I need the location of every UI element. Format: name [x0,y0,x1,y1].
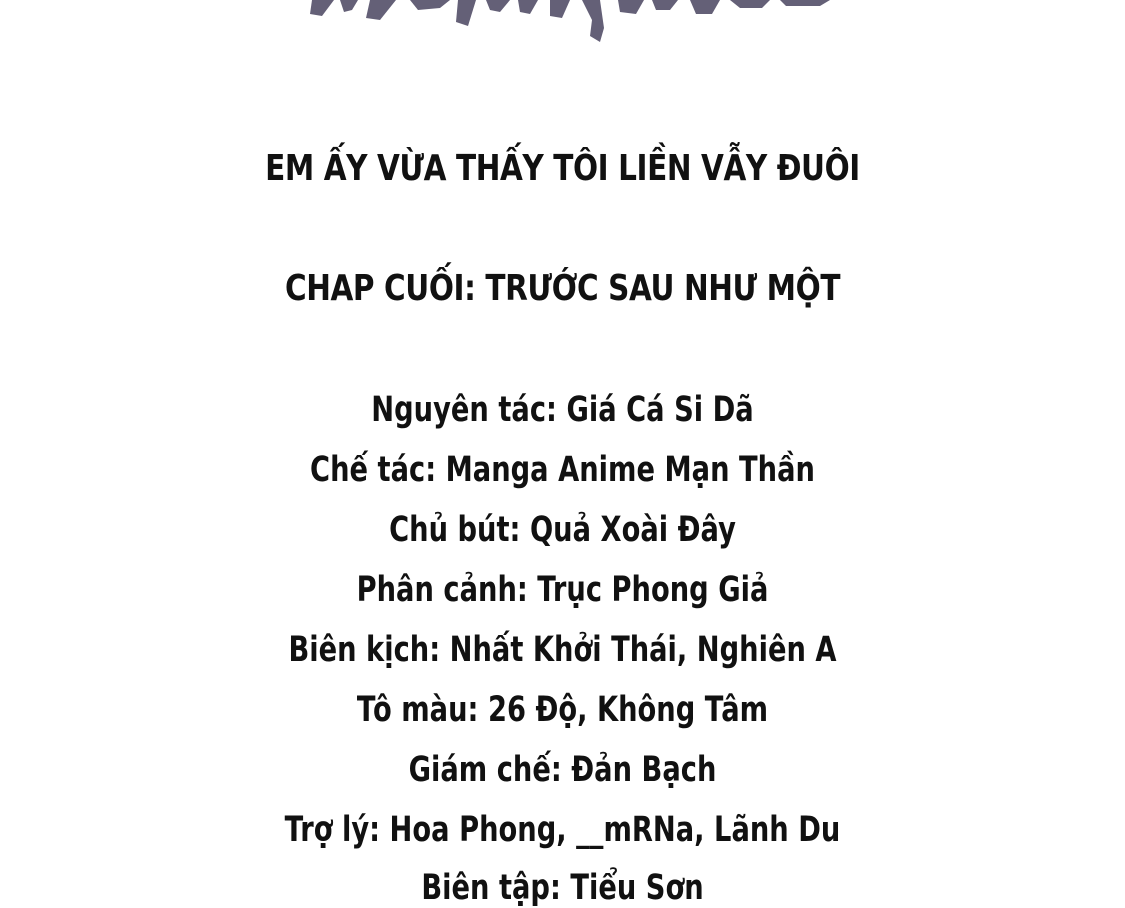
credit-line-original-author: Nguyên tác: Giá Cá Si Dã [371,390,754,430]
credit-line-assistants: Trợ lý: Hoa Phong, __mRNa, Lãnh Du [284,810,841,850]
chapter-title: CHAP CUỐI: TRƯỚC SAU NHƯ MỘT [284,268,841,309]
credit-line-lead-artist: Chủ bút: Quả Xoài Đây [389,510,736,550]
credit-line-script: Biên kịch: Nhất Khởi Thái, Nghiên A [288,630,837,670]
credit-line-editor: Biên tập: Tiểu Sơn [421,868,704,908]
credit-line-supervisor: Giám chế: Đản Bạch [408,750,717,790]
credit-line-colorist: Tô màu: 26 Độ, Không Tâm [356,690,769,730]
credit-line-producer: Chế tác: Manga Anime Mạn Thần [310,450,815,490]
credit-line-storyboard: Phân cảnh: Trục Phong Giả [356,570,769,610]
series-title: EM ẤY VỪA THẤY TÔI LIỀN VẪY ĐUÔI [265,148,860,189]
